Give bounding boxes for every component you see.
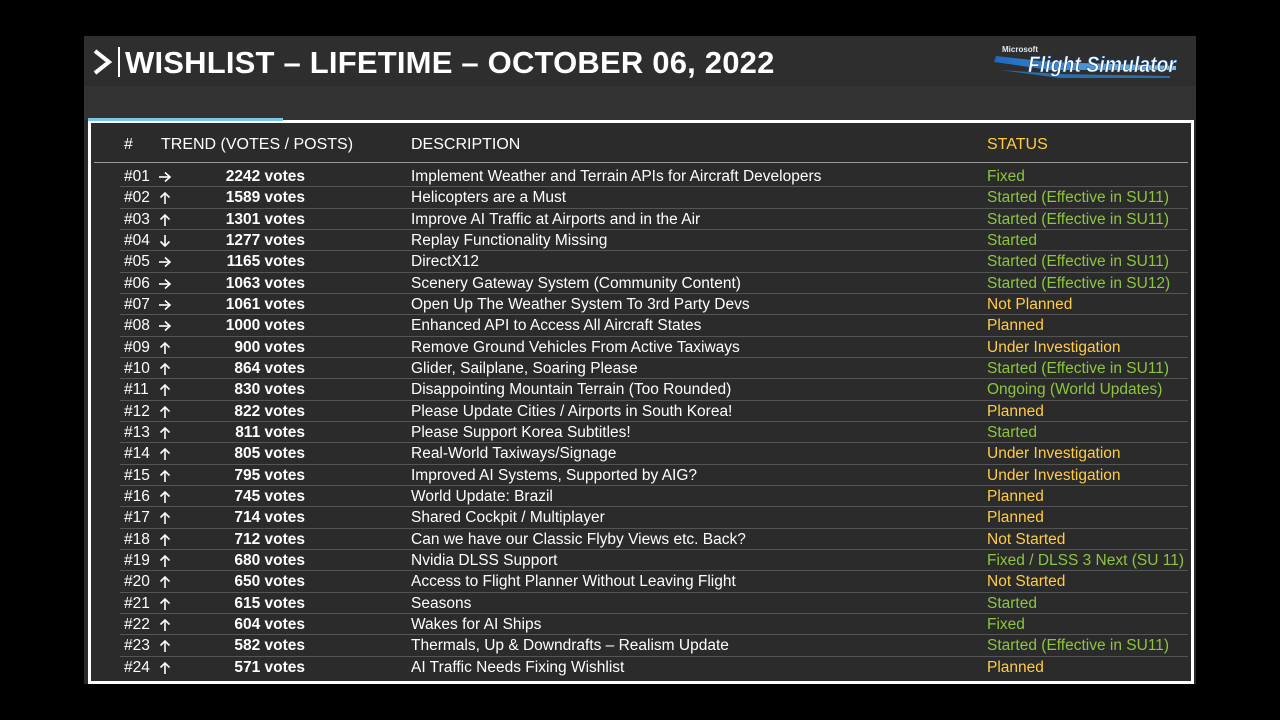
table-row [91, 379, 1191, 400]
table-header [91, 123, 1191, 164]
row-status: Planned [987, 509, 1044, 527]
row-rank: #13 [124, 423, 150, 441]
table-row [91, 187, 1191, 208]
row-description: Wakes for AI Ships [411, 615, 542, 633]
row-status: Started (Effective in SU11) [987, 189, 1170, 207]
row-status: Under Investigation [987, 445, 1121, 463]
table-row [91, 230, 1191, 251]
table-row [91, 273, 1191, 294]
row-status: Planned [987, 317, 1044, 335]
row-description: Improve AI Traffic at Airports and in the Air [411, 210, 701, 228]
row-rank: #02 [124, 189, 150, 207]
row-rank: #21 [124, 594, 150, 612]
row-rank: #10 [124, 359, 150, 377]
row-status: Ongoing (World Updates) [987, 381, 1163, 399]
trend-up-arrow-icon [157, 596, 173, 612]
row-rank: #08 [124, 317, 150, 335]
row-description: Please Support Korea Subtitles! [411, 423, 631, 441]
trend-up-arrow-icon [157, 361, 173, 377]
row-description: Seasons [411, 594, 472, 612]
row-votes: 811 votes [235, 423, 305, 441]
trend-up-arrow-icon [157, 212, 173, 228]
table-row [91, 166, 1191, 187]
row-rank: #03 [124, 210, 150, 228]
table-row [91, 401, 1191, 422]
row-description: Helicopters are a Must [411, 189, 567, 207]
row-votes: 615 votes [234, 594, 305, 612]
row-votes: 2242 votes [225, 168, 305, 185]
row-status: Fixed [987, 168, 1025, 185]
trend-down-arrow-icon [157, 233, 173, 249]
trend-up-arrow-icon [157, 404, 173, 420]
row-votes: 1277 votes [225, 231, 305, 249]
header-status: STATUS [987, 136, 1048, 153]
table-row [91, 337, 1191, 358]
page-title: WISHLIST – LIFETIME – OCTOBER 06, 2022 [125, 45, 775, 80]
table-row [91, 443, 1191, 464]
row-status: Not Started [987, 530, 1066, 548]
row-description: Scenery Gateway System (Community Content) [411, 274, 741, 292]
row-votes: 900 votes [234, 338, 305, 356]
trend-up-arrow-icon [157, 510, 173, 526]
row-votes: 864 votes [234, 359, 305, 377]
table-row [91, 507, 1191, 528]
table-row [91, 465, 1191, 486]
row-status: Started (Effective in SU11) [987, 253, 1170, 271]
trend-right-arrow-icon [157, 318, 173, 334]
row-rank: #06 [124, 274, 150, 292]
trend-up-arrow-icon [157, 638, 173, 654]
table-row [91, 294, 1191, 315]
table-row [91, 593, 1191, 614]
row-description: Replay Functionality Missing [411, 231, 608, 249]
row-status: Started (Effective in SU12) [987, 274, 1171, 292]
row-votes: 830 votes [234, 381, 305, 399]
row-votes: 745 votes [234, 487, 305, 505]
row-description: DirectX12 [411, 253, 480, 271]
row-votes: 1063 votes [225, 274, 305, 292]
row-description: Access to Flight Planner Without Leaving Flight [411, 573, 736, 591]
table-row [91, 529, 1191, 550]
header-description: DESCRIPTION [411, 136, 521, 153]
row-description: Real-World Taxiways/Signage [411, 445, 617, 463]
row-rank: #23 [124, 637, 150, 655]
row-status: Started (Effective in SU11) [987, 210, 1170, 228]
row-votes: 604 votes [234, 615, 305, 633]
trend-up-arrow-icon [157, 489, 173, 505]
row-status: Started [987, 594, 1037, 612]
row-rank: #19 [124, 551, 150, 569]
row-rank: #15 [124, 466, 150, 484]
title-divider [118, 47, 120, 77]
table-row [91, 614, 1191, 635]
trend-up-arrow-icon [157, 574, 173, 590]
svg-text:Microsoft: Microsoft [1002, 45, 1038, 54]
trend-up-arrow-icon [157, 532, 173, 548]
row-rank: #14 [124, 445, 150, 463]
row-status: Started [987, 231, 1037, 249]
trend-right-arrow-icon [157, 254, 173, 270]
row-votes: 680 votes [234, 551, 305, 569]
row-rank: #11 [124, 381, 149, 399]
table-row [91, 251, 1191, 272]
trend-right-arrow-icon [157, 276, 173, 292]
chevron-right-icon [92, 48, 114, 76]
row-rank: #07 [124, 295, 150, 313]
header-trend: TREND (VOTES / POSTS) [161, 136, 354, 153]
row-votes: 1165 votes [226, 253, 305, 271]
row-status: Fixed [987, 615, 1025, 633]
row-votes: 1589 votes [225, 189, 305, 207]
table-row [91, 550, 1191, 571]
row-rank: #24 [124, 658, 150, 676]
row-votes: 805 votes [234, 445, 305, 463]
table-row [91, 635, 1191, 656]
row-description: Can we have our Classic Flyby Views etc. Back? [411, 530, 746, 548]
slide [84, 36, 1196, 684]
row-description: Improved AI Systems, Supported by AIG? [411, 466, 698, 484]
row-status: Started (Effective in SU11) [987, 637, 1170, 655]
row-votes: 822 votes [234, 402, 305, 420]
trend-up-arrow-icon [157, 446, 173, 462]
sub-header-bar [84, 86, 1196, 120]
trend-up-arrow-icon [157, 190, 173, 206]
row-status: Planned [987, 402, 1044, 420]
table-row [91, 657, 1191, 678]
row-votes: 650 votes [234, 573, 305, 591]
row-description: Implement Weather and Terrain APIs for Aircraft Developers [411, 168, 822, 185]
trend-up-arrow-icon [157, 617, 173, 633]
row-rank: #01 [124, 168, 150, 185]
row-status: Not Planned [987, 295, 1073, 313]
row-description: Thermals, Up & Downdrafts – Realism Update [411, 637, 729, 655]
trend-up-arrow-icon [157, 425, 173, 441]
row-status: Started (Effective in SU11) [987, 359, 1170, 377]
row-votes: 1061 votes [225, 295, 305, 313]
row-status: Planned [987, 487, 1044, 505]
row-rank: #09 [124, 338, 150, 356]
row-rank: #22 [124, 615, 150, 633]
trend-right-arrow-icon [157, 297, 173, 313]
row-rank: #17 [124, 509, 150, 527]
row-votes: 582 votes [234, 637, 305, 655]
trend-up-arrow-icon [157, 382, 173, 398]
row-description: Enhanced API to Access All Aircraft States [411, 317, 702, 335]
header-rank: # [124, 136, 133, 153]
row-status: Under Investigation [987, 338, 1121, 356]
row-description: Open Up The Weather System To 3rd Party Devs [411, 295, 750, 313]
row-description: Shared Cockpit / Multiplayer [411, 509, 605, 527]
header-bar [84, 36, 1196, 86]
row-description: Please Update Cities / Airports in South Korea! [411, 402, 733, 420]
row-status: Planned [987, 658, 1044, 676]
header-divider [94, 162, 1188, 163]
accent-line [88, 118, 283, 121]
row-rank: #16 [124, 487, 150, 505]
table-row [91, 358, 1191, 379]
row-votes: 712 votes [234, 530, 305, 548]
row-description: Glider, Sailplane, Soaring Please [411, 359, 638, 377]
table-row [91, 571, 1191, 592]
row-votes: 714 votes [234, 509, 305, 527]
table-row [91, 209, 1191, 230]
trend-up-arrow-icon [157, 340, 173, 356]
row-status: Fixed / DLSS 3 Next (SU 11) [987, 551, 1184, 569]
row-votes: 795 votes [234, 466, 305, 484]
row-description: AI Traffic Needs Fixing Wishlist [411, 658, 625, 676]
trend-right-arrow-icon [157, 169, 173, 185]
svg-text:Flight Simulator: Flight Simulator [1028, 52, 1178, 77]
wishlist-table [88, 120, 1194, 684]
row-rank: #05 [124, 253, 150, 271]
row-status: Started [987, 423, 1037, 441]
flight-simulator-logo [990, 40, 1186, 86]
row-status: Not Started [987, 573, 1066, 591]
table-body [91, 166, 1191, 678]
table-row [91, 315, 1191, 336]
row-description: Remove Ground Vehicles From Active Taxiways [411, 338, 740, 356]
row-votes: 571 votes [234, 658, 305, 676]
table-row [91, 422, 1191, 443]
trend-up-arrow-icon [157, 660, 173, 676]
row-rank: #12 [124, 402, 150, 420]
row-rank: #20 [124, 573, 150, 591]
table-row [91, 486, 1191, 507]
row-votes: 1301 votes [225, 210, 305, 228]
row-status: Under Investigation [987, 466, 1121, 484]
row-description: Disappointing Mountain Terrain (Too Rounded) [411, 381, 732, 399]
row-rank: #18 [124, 530, 150, 548]
row-description: Nvidia DLSS Support [411, 551, 558, 569]
row-rank: #04 [124, 231, 150, 249]
row-votes: 1000 votes [225, 317, 305, 335]
trend-up-arrow-icon [157, 553, 173, 569]
row-description: World Update: Brazil [411, 487, 553, 505]
trend-up-arrow-icon [157, 468, 173, 484]
